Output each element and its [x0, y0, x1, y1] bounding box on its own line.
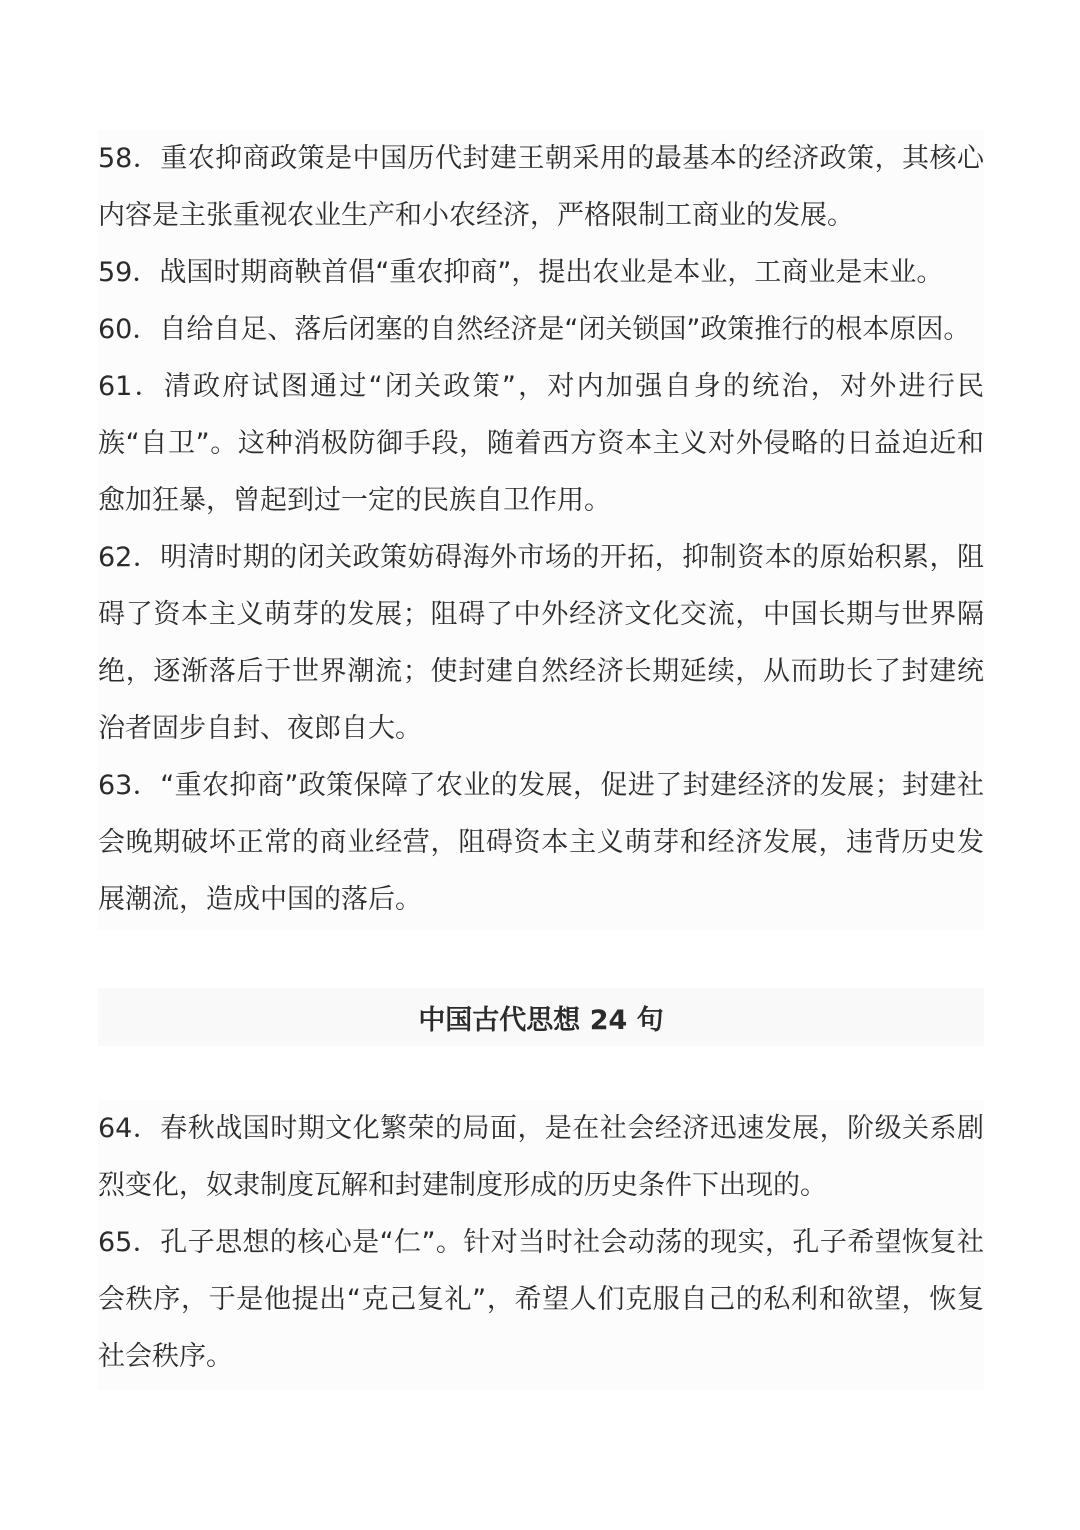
paragraph-58: 58．重农抑商政策是中国历代封建王朝采用的最基本的经济政策，其核心内容是主张重视农业生产和小农经济，严格限制工商业的发展。	[98, 143, 984, 231]
paragraph-65: 65．孔子思想的核心是“仁”。针对当时社会动荡的现实，孔子希望恢复社会秩序，于是他提出“克己复礼”，希望人们克服自己的私利和欲望，恢复社会秩序。	[98, 1227, 984, 1372]
text-block-economy	[98, 130, 984, 930]
paragraph-59: 59．战国时期商鞅首倡“重农抑商”，提出农业是本业，工商业是末业。	[98, 257, 944, 288]
section-heading-band	[98, 988, 984, 1046]
paragraph-64: 64．春秋战国时期文化繁荣的局面，是在社会经济迅速发展，阶级关系剧烈变化，奴隶制度瓦解和封建制度形成的历史条件下出现的。	[98, 1113, 984, 1201]
paragraph-61: 61．清政府试图通过“闭关政策”，对内加强自身的统治，对外进行民族“自卫”。这种消极防御手段，随着西方资本主义对外侵略的日益迫近和愈加狂暴，曾起到过一定的民族自卫作用。	[98, 371, 984, 516]
paragraph-62: 62．明清时期的闭关政策妨碍海外市场的开拓，抑制资本的原始积累，阻碍了资本主义萌芽的发展；阻碍了中外经济文化交流，中国长期与世界隔绝，逐渐落后于世界潮流；使封建自然经济长期延续，从而助长了封建统治者固步自封、夜郎自大。	[98, 542, 984, 744]
section-heading: 中国古代思想 24 句	[418, 1004, 664, 1036]
paragraph-63: 63．“重农抑商”政策保障了农业的发展，促进了封建经济的发展；封建社会晚期破坏正常的商业经营，阻碍资本主义萌芽和经济发展，违背历史发展潮流，造成中国的落后。	[98, 770, 984, 915]
paragraph-60: 60．自给自足、落后闭塞的自然经济是“闭关锁国”政策推行的根本原因。	[98, 314, 971, 345]
text-block-thought	[98, 1100, 984, 1390]
